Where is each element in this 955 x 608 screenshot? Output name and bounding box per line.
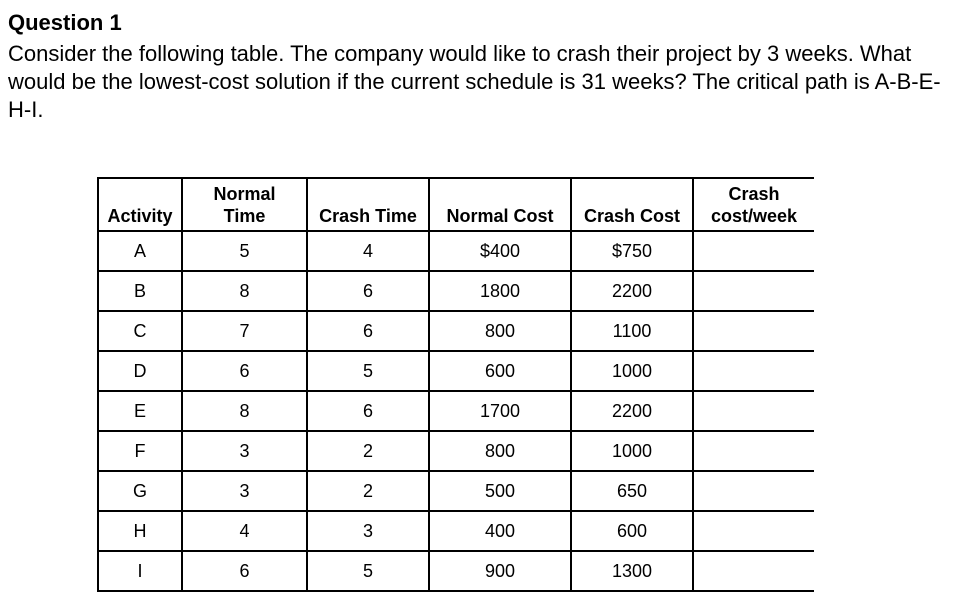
cell-normal-cost: 400: [429, 511, 571, 551]
cell-crash-time: 2: [307, 431, 429, 471]
cell-normal-time: 8: [182, 271, 307, 311]
question-title: Question 1: [8, 10, 122, 35]
cell-crash-cost: 1000: [571, 431, 693, 471]
cell-normal-cost: 800: [429, 311, 571, 351]
cell-activity: D: [98, 351, 182, 391]
cell-normal-cost: 600: [429, 351, 571, 391]
header-activity-label: Activity: [107, 206, 173, 226]
activity-table: [97, 177, 814, 592]
cell-normal-cost: $400: [429, 231, 571, 271]
header-crash-time: [307, 178, 429, 231]
table-row: [98, 231, 814, 271]
cell-crash-cost-per-week: [693, 351, 814, 391]
cell-normal-time: 5: [182, 231, 307, 271]
cell-crash-cost: 1000: [571, 351, 693, 391]
header-normal-cost: [429, 178, 571, 231]
cell-normal-time: 7: [182, 311, 307, 351]
cell-crash-cost: 600: [571, 511, 693, 551]
header-normal-time: [182, 178, 307, 231]
cell-activity: E: [98, 391, 182, 431]
cell-crash-cost: 2200: [571, 271, 693, 311]
cell-crash-cost-per-week: [693, 391, 814, 431]
activity-table-container: [97, 177, 814, 592]
header-normal-time-line2: Time: [223, 206, 266, 226]
cell-normal-time: 6: [182, 551, 307, 591]
cell-normal-time: 3: [182, 431, 307, 471]
table-row: [98, 511, 814, 551]
cell-crash-time: 6: [307, 271, 429, 311]
cell-crash-time: 3: [307, 511, 429, 551]
cell-crash-cost-per-week: [693, 231, 814, 271]
cell-crash-cost: 1300: [571, 551, 693, 591]
cell-crash-cost-per-week: [693, 551, 814, 591]
cell-crash-cost: 2200: [571, 391, 693, 431]
header-crash-cost-label: Crash Cost: [583, 206, 681, 226]
header-crash-time-label: Crash Time: [319, 206, 417, 226]
cell-normal-cost: 1700: [429, 391, 571, 431]
cell-normal-time: 4: [182, 511, 307, 551]
cell-activity: B: [98, 271, 182, 311]
cell-crash-cost-per-week: [693, 471, 814, 511]
table-row: [98, 271, 814, 311]
cell-normal-time: 3: [182, 471, 307, 511]
cell-normal-cost: 800: [429, 431, 571, 471]
cell-crash-cost: $750: [571, 231, 693, 271]
cell-activity: G: [98, 471, 182, 511]
table-header-row: [98, 178, 814, 231]
cell-normal-cost: 900: [429, 551, 571, 591]
header-crash-cost-per-week-line1: Crash: [728, 184, 780, 204]
cell-activity: C: [98, 311, 182, 351]
header-crash-cost: [571, 178, 693, 231]
cell-crash-time: 2: [307, 471, 429, 511]
cell-crash-time: 6: [307, 391, 429, 431]
table-row: [98, 551, 814, 591]
header-normal-cost-label: Normal Cost: [446, 206, 554, 226]
cell-crash-time: 4: [307, 231, 429, 271]
cell-activity: F: [98, 431, 182, 471]
cell-crash-cost-per-week: [693, 271, 814, 311]
table-row: [98, 311, 814, 351]
cell-crash-time: 5: [307, 551, 429, 591]
cell-crash-time: 6: [307, 311, 429, 351]
header-normal-time-line1: Normal: [213, 184, 276, 204]
cell-crash-cost-per-week: [693, 311, 814, 351]
cell-normal-time: 8: [182, 391, 307, 431]
cell-activity: A: [98, 231, 182, 271]
cell-activity: I: [98, 551, 182, 591]
cell-normal-time: 6: [182, 351, 307, 391]
cell-activity: H: [98, 511, 182, 551]
cell-normal-cost: 1800: [429, 271, 571, 311]
cell-crash-cost-per-week: [693, 431, 814, 471]
table-row: [98, 391, 814, 431]
cell-normal-cost: 500: [429, 471, 571, 511]
cell-crash-time: 5: [307, 351, 429, 391]
table-row: [98, 471, 814, 511]
table-row: [98, 431, 814, 471]
header-activity: [98, 178, 182, 231]
header-crash-cost-per-week: [693, 178, 814, 231]
table-row: [98, 351, 814, 391]
header-crash-cost-per-week-line2: cost/week: [710, 206, 798, 226]
table-body: [98, 231, 814, 591]
cell-crash-cost: 1100: [571, 311, 693, 351]
cell-crash-cost-per-week: [693, 511, 814, 551]
question-text: Consider the following table. The company would like to crash their project by 3 weeks. What would be the lowest-cost solution if the current schedule is 31 weeks? The critical path is A-B-E-H-I.: [8, 41, 941, 122]
cell-crash-cost: 650: [571, 471, 693, 511]
